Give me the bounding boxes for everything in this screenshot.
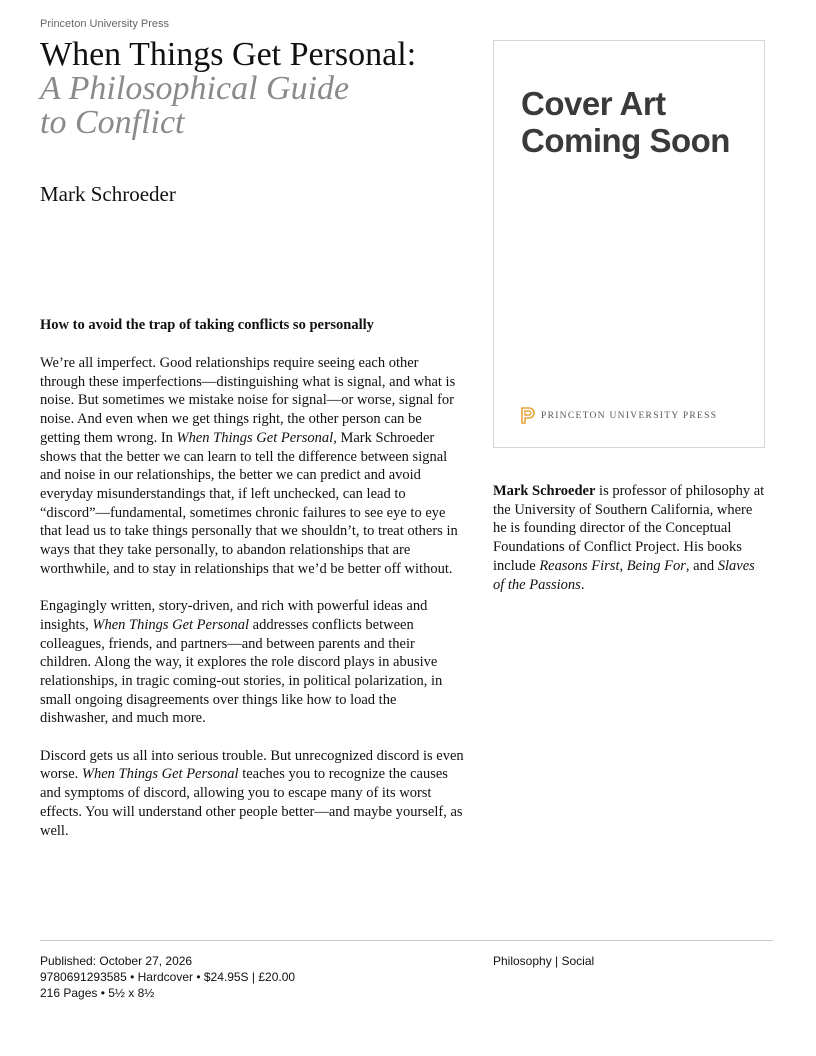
book-subtitle-line-1: A Philosophical Guide (40, 70, 350, 107)
logo-text: PRINCETON UNIVERSITY PRESS (541, 410, 718, 421)
description-tagline: How to avoid the trap of taking conflicts so personally (40, 317, 374, 333)
book-author: Mark Schroeder (40, 182, 176, 206)
bio-text: is professor of philosophy at the University of Southern California, where he is founding director of the Conceptual Foundations of Conflict Project. His books include (493, 483, 765, 574)
subject-categories: Philosophy | Social (493, 954, 595, 968)
cover-line-2: Coming Soon (521, 122, 730, 159)
cover-text (521, 85, 730, 159)
description-paragraph-2 (40, 597, 464, 728)
book-subtitle-line-2: to Conflict (40, 104, 185, 141)
book-title: When Things Get Personal: (40, 36, 417, 73)
p2-book-title: When Things Get Personal (92, 616, 250, 633)
bio-end: . (580, 576, 585, 593)
bio-sep-1: , (619, 557, 627, 574)
princeton-p-icon (521, 407, 535, 424)
bio-book-3: Slaves of the Passions (493, 557, 755, 593)
cover-placeholder (493, 40, 765, 448)
p3-book-title: When Things Get Personal (81, 766, 239, 783)
footer-details (40, 953, 295, 1001)
bio-book-1: Reasons First (539, 557, 620, 574)
isbn-price: 9780691293585 • Hardcover • $24.95S | £20.00 (40, 970, 296, 984)
p2-text-b: addresses conflicts between colleagues, friends, and partners—and between parents and their children. Along the way, it explores the role discord plays in abusive relationships, in tragic coming-out stories, in political polarization, in small ongoing disagreements over things like how to load the dishwasher, and much more. (40, 616, 443, 727)
p2-text-a: Engagingly written, story-driven, and rich with powerful ideas and insights, (40, 598, 428, 633)
cover-line-1: Cover Art (521, 85, 666, 122)
publisher-logo (521, 407, 717, 424)
publisher-header: Princeton University Press (40, 18, 169, 30)
title-block (40, 38, 470, 140)
p1-book-title: When Things Get Personal (176, 429, 334, 446)
description (40, 354, 464, 859)
footer-divider (40, 940, 773, 941)
bio-name: Mark Schroeder (493, 483, 596, 499)
description-paragraph-1 (40, 354, 464, 578)
pages-trim: 216 Pages • 5½ x 8½ (40, 986, 155, 1000)
published-date: Published: October 27, 2026 (40, 954, 193, 968)
bio-book-2: Being For (626, 557, 686, 574)
p3-text-b: teaches you to recognize the causes and symptoms of discord, allowing you to escape many of its worst effects. You will understand other people better—and maybe yourself, as well. (40, 766, 463, 839)
p3-text-a: Discord gets us all into serious trouble. But unrecognized discord is even worse. (40, 747, 464, 783)
p1-text-a: We’re all imperfect. Good relationships require seeing each other through these imperfections—distinguishing what is signal, and what is noise. But sometimes we mistake noise for signal—or worse, signal for noise. And even when we get things right, the other person can be getting them wrong. In (40, 355, 456, 446)
p1-text-b: , Mark Schroeder shows that the better we can learn to tell the difference between signal and noise in our relationships, the better we can predict and avoid everyday misunderstandings that, if left unchecked, can lead to “discord”—fundamental, sometimes chronic failures to see eye to eye that lead us to take things personally that we shouldn’t, to treat others in ways that they take personally, to abandon relationships that are worthwhile, and to stay in relationships that we’d be better off without. (40, 429, 458, 577)
bio-sep-2: , and (685, 557, 718, 574)
author-bio (493, 482, 765, 594)
description-paragraph-3 (40, 747, 464, 841)
